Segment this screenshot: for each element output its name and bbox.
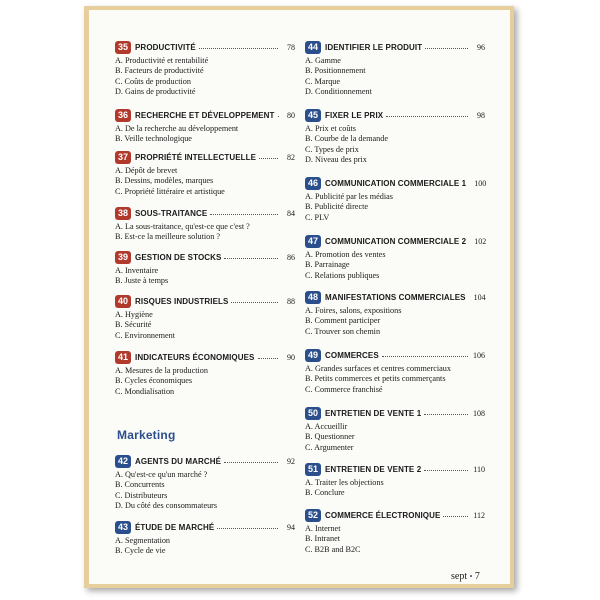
- subtopic-item: C. Coûts de production: [115, 76, 191, 86]
- dot-leader: [210, 206, 278, 215]
- chapter-title: FIXER LE PRIX: [325, 110, 384, 120]
- chapter-page-number: 96: [477, 42, 485, 52]
- subtopic-item: D. Gains de productivité: [115, 87, 196, 97]
- chapter-page-number: 108: [473, 408, 485, 418]
- chapter-number-badge: 41: [115, 351, 131, 364]
- toc-entry[interactable]: [305, 406, 485, 453]
- dot-leader: [217, 520, 278, 529]
- toc-entry[interactable]: [305, 290, 485, 337]
- toc-entry-heading[interactable]: [115, 108, 295, 122]
- dot-leader: [231, 294, 278, 303]
- subtopic-list: [115, 166, 295, 197]
- subtopic-item: B. Positionnement: [305, 66, 366, 76]
- subtopic-item: C. Argumenter: [305, 442, 354, 452]
- chapter-page-number: 84: [287, 208, 295, 218]
- subtopic-item: A. Mesures de la production: [115, 366, 208, 375]
- subtopic-list: [305, 124, 485, 166]
- toc-entry-heading[interactable]: [115, 250, 295, 264]
- subtopic-item: C. Propriété littéraire et artistique: [115, 186, 225, 196]
- chapter-page-number: 88: [287, 296, 295, 306]
- toc-entry-heading[interactable]: [305, 108, 485, 122]
- subtopic-item: A. De la recherche au développement: [115, 124, 239, 133]
- chapter-title: COMMERCE ÉLECTRONIQUE: [325, 510, 441, 520]
- subtopic-item: B. Veille technologique: [115, 134, 192, 144]
- subtopic-item: A. Segmentation: [115, 536, 171, 545]
- toc-entry[interactable]: [115, 150, 295, 197]
- subtopic-item: B. Facteurs de productivité: [115, 66, 204, 76]
- subtopic-item: B. Comment participer: [305, 316, 381, 326]
- toc-entry-heading[interactable]: [115, 206, 295, 220]
- toc-entry[interactable]: [305, 462, 485, 499]
- subtopic-item: B. Cycles économiques: [115, 376, 193, 386]
- chapter-number-badge: 48: [305, 291, 321, 304]
- chapter-title: ENTRETIEN DE VENTE 2: [325, 464, 422, 474]
- chapter-page-number: 92: [287, 456, 295, 466]
- toc-entry[interactable]: [115, 40, 295, 98]
- subtopic-item: C. Environnement: [115, 330, 176, 340]
- toc-entry[interactable]: [305, 234, 485, 281]
- toc-entry-heading[interactable]: [305, 290, 485, 304]
- subtopic-list: [115, 222, 295, 243]
- subtopic-item: B. Intranet: [305, 534, 341, 544]
- subtopic-item: A. Productivité et rentabilité: [115, 56, 209, 65]
- dot-leader: [424, 462, 468, 471]
- chapter-title: PRODUCTIVITÉ: [135, 42, 196, 52]
- subtopic-list: [115, 56, 295, 98]
- subtopic-item: D. Du côté des consommateurs: [115, 501, 218, 511]
- subtopic-item: A. Qu'est-ce qu'un marché ?: [115, 470, 208, 479]
- subtopic-item: B. Publicité directe: [305, 202, 368, 212]
- subtopic-item: A. Promotion des ventes: [305, 250, 386, 259]
- subtopic-list: [305, 56, 485, 98]
- toc-entry-heading[interactable]: [305, 406, 485, 420]
- dot-leader: [382, 348, 468, 357]
- toc-entry-heading[interactable]: [115, 520, 295, 534]
- chapter-number-badge: 37: [115, 151, 131, 164]
- chapter-title: ENTRETIEN DE VENTE 1: [325, 408, 422, 418]
- subtopic-list: [305, 524, 485, 555]
- subtopic-item: B. Cycle de vie: [115, 546, 166, 556]
- chapter-number-badge: 43: [115, 521, 131, 534]
- subtopic-item: C. Types de prix: [305, 144, 359, 154]
- subtopic-item: A. Inventaire: [115, 266, 159, 275]
- chapter-page-number: 104: [473, 292, 486, 302]
- chapter-title: RECHERCHE ET DÉVELOPPEMENT: [135, 110, 275, 120]
- footer-word: sept: [451, 571, 468, 582]
- toc-entry-heading[interactable]: [305, 348, 485, 362]
- chapter-title: ÉTUDE DE MARCHÉ: [135, 522, 215, 532]
- chapter-number-badge: 52: [305, 509, 321, 522]
- chapter-page-number: 86: [287, 252, 295, 262]
- subtopic-item: A. Gamme: [305, 56, 341, 65]
- chapter-number-badge: 50: [305, 407, 321, 420]
- toc-entry-heading[interactable]: [115, 150, 295, 164]
- chapter-number-badge: 49: [305, 349, 321, 362]
- chapter-page-number: 94: [287, 522, 295, 532]
- subtopic-item: B. Parrainage: [305, 260, 350, 270]
- chapter-number-badge: 47: [305, 235, 321, 248]
- subtopic-list: [115, 266, 295, 287]
- dot-leader: [259, 150, 278, 159]
- dot-leader: [424, 406, 468, 415]
- page-footer: [451, 571, 480, 582]
- subtopic-item: B. Conclure: [305, 488, 345, 498]
- dot-leader: [224, 454, 278, 463]
- subtopic-item: C. PLV: [305, 212, 330, 222]
- chapter-title: SOUS-TRAITANCE: [135, 208, 208, 218]
- chapter-number-badge: 51: [305, 463, 321, 476]
- chapter-page-number: 80: [287, 110, 295, 120]
- subtopic-item: C. Trouver son chemin: [305, 326, 381, 336]
- subtopic-item: A. Publicité par les médias: [305, 192, 393, 201]
- toc-entry[interactable]: [115, 520, 295, 557]
- chapter-page-number: 110: [473, 464, 485, 474]
- chapter-number-badge: 45: [305, 109, 321, 122]
- dot-leader: [199, 40, 278, 49]
- chapter-title: AGENTS DU MARCHÉ: [135, 456, 222, 466]
- subtopic-item: C. Commerce franchisé: [305, 384, 383, 394]
- subtopic-item: A. Dépôt de brevet: [115, 166, 178, 175]
- subtopic-item: B. Questionner: [305, 432, 355, 442]
- chapter-title: INDICATEURS ÉCONOMIQUES: [135, 352, 255, 362]
- toc-entry[interactable]: [115, 206, 295, 243]
- footer-bullet: •: [469, 572, 473, 581]
- chapter-page-number: 100: [474, 178, 487, 188]
- toc-entry[interactable]: [115, 454, 295, 512]
- subtopic-list: [305, 250, 485, 281]
- footer-page-number: 7: [474, 571, 480, 582]
- subtopic-item: B. Est-ce la meilleure solution ?: [115, 232, 221, 242]
- toc-entry[interactable]: [305, 176, 485, 223]
- toc-entry-heading[interactable]: [115, 350, 295, 364]
- subtopic-item: B. Petits commerces et petits commerçants: [305, 374, 446, 384]
- toc-entry-heading[interactable]: [305, 508, 485, 522]
- chapter-page-number: 106: [473, 350, 485, 360]
- dot-leader: [386, 108, 468, 117]
- toc-entry-heading[interactable]: [305, 234, 485, 248]
- chapter-number-badge: 38: [115, 207, 131, 220]
- dot-leader: [443, 508, 468, 517]
- subtopic-item: C. B2B and B2C: [305, 544, 361, 554]
- chapter-page-number: 112: [473, 510, 485, 520]
- chapter-number-badge: 42: [115, 455, 131, 468]
- subtopic-item: B. Sécurité: [115, 320, 152, 330]
- subtopic-item: A. Traiter les objections: [305, 478, 384, 487]
- toc-entry[interactable]: [305, 108, 485, 166]
- subtopic-item: C. Relations publiques: [305, 270, 380, 280]
- chapter-page-number: 102: [474, 236, 487, 246]
- subtopic-item: D. Conditionnement: [305, 87, 372, 97]
- chapter-title: MANIFESTATIONS COMMERCIALES: [325, 292, 466, 302]
- subtopic-item: A. Grandes surfaces et centres commerciaux: [305, 364, 451, 373]
- toc-entry[interactable]: [115, 108, 295, 145]
- subtopic-item: A. Accueillir: [305, 422, 348, 431]
- chapter-title: IDENTIFIER LE PRODUIT: [325, 42, 423, 52]
- subtopic-list: [305, 478, 485, 499]
- dot-leader: [224, 250, 278, 259]
- section-title-marketing: Marketing: [117, 428, 176, 442]
- subtopic-item: C. Marque: [305, 76, 341, 86]
- dot-leader: [425, 40, 468, 49]
- chapter-number-badge: 36: [115, 109, 131, 122]
- subtopic-list: [115, 366, 295, 397]
- subtopic-item: A. Internet: [305, 524, 341, 533]
- toc-entry[interactable]: [115, 294, 295, 341]
- chapter-title: RISQUES INDUSTRIELS: [135, 296, 229, 306]
- toc-entry-heading[interactable]: [115, 454, 295, 468]
- subtopic-item: A. Hygiène: [115, 310, 153, 319]
- subtopic-item: A. Prix et coûts: [305, 124, 356, 133]
- subtopic-item: B. Dessins, modèles, marques: [115, 176, 214, 186]
- toc-entry[interactable]: [115, 350, 295, 397]
- chapter-page-number: 82: [287, 152, 295, 162]
- toc-entry[interactable]: [305, 40, 485, 98]
- chapter-title: COMMUNICATION COMMERCIALE 2: [325, 236, 467, 246]
- subtopic-list: [115, 536, 295, 557]
- subtopic-item: D. Niveau des prix: [305, 155, 367, 165]
- dot-leader: [258, 350, 279, 359]
- subtopic-list: [115, 124, 295, 145]
- subtopic-list: [305, 306, 485, 337]
- subtopic-list: [305, 192, 485, 223]
- chapter-title: PROPRIÉTÉ INTELLECTUELLE: [135, 152, 257, 162]
- subtopic-item: B. Concurrents: [115, 480, 165, 490]
- subtopic-item: A. La sous-traitance, qu'est-ce que c'est ?: [115, 222, 250, 231]
- chapter-title: GESTION DE STOCKS: [135, 252, 222, 262]
- toc-entry-heading[interactable]: [305, 462, 485, 476]
- toc-entry[interactable]: [305, 348, 485, 395]
- chapter-page-number: 98: [477, 110, 485, 120]
- subtopic-list: [305, 364, 485, 395]
- toc-entry[interactable]: [305, 508, 485, 555]
- chapter-number-badge: 39: [115, 251, 131, 264]
- subtopic-item: C. Mondialisation: [115, 386, 175, 396]
- toc-entry-heading[interactable]: [305, 40, 485, 54]
- toc-entry-heading[interactable]: [305, 176, 485, 190]
- chapter-number-badge: 40: [115, 295, 131, 308]
- toc-entry[interactable]: [115, 250, 295, 287]
- subtopic-item: B. Juste à temps: [115, 276, 169, 286]
- chapter-page-number: 78: [287, 42, 295, 52]
- chapter-title: COMMERCES: [325, 350, 379, 360]
- chapter-number-badge: 46: [305, 177, 321, 190]
- chapter-title: COMMUNICATION COMMERCIALE 1: [325, 178, 467, 188]
- subtopic-list: [305, 422, 485, 453]
- subtopic-item: B. Courbe de la demande: [305, 134, 388, 144]
- subtopic-item: A. Foires, salons, expositions: [305, 306, 402, 315]
- chapter-page-number: 90: [287, 352, 295, 362]
- chapter-number-badge: 35: [115, 41, 131, 54]
- chapter-number-badge: 44: [305, 41, 321, 54]
- subtopic-list: [115, 470, 295, 512]
- toc-entry-heading[interactable]: [115, 40, 295, 54]
- toc-entry-heading[interactable]: [115, 294, 295, 308]
- subtopic-list: [115, 310, 295, 341]
- subtopic-item: C. Distributeurs: [115, 490, 168, 500]
